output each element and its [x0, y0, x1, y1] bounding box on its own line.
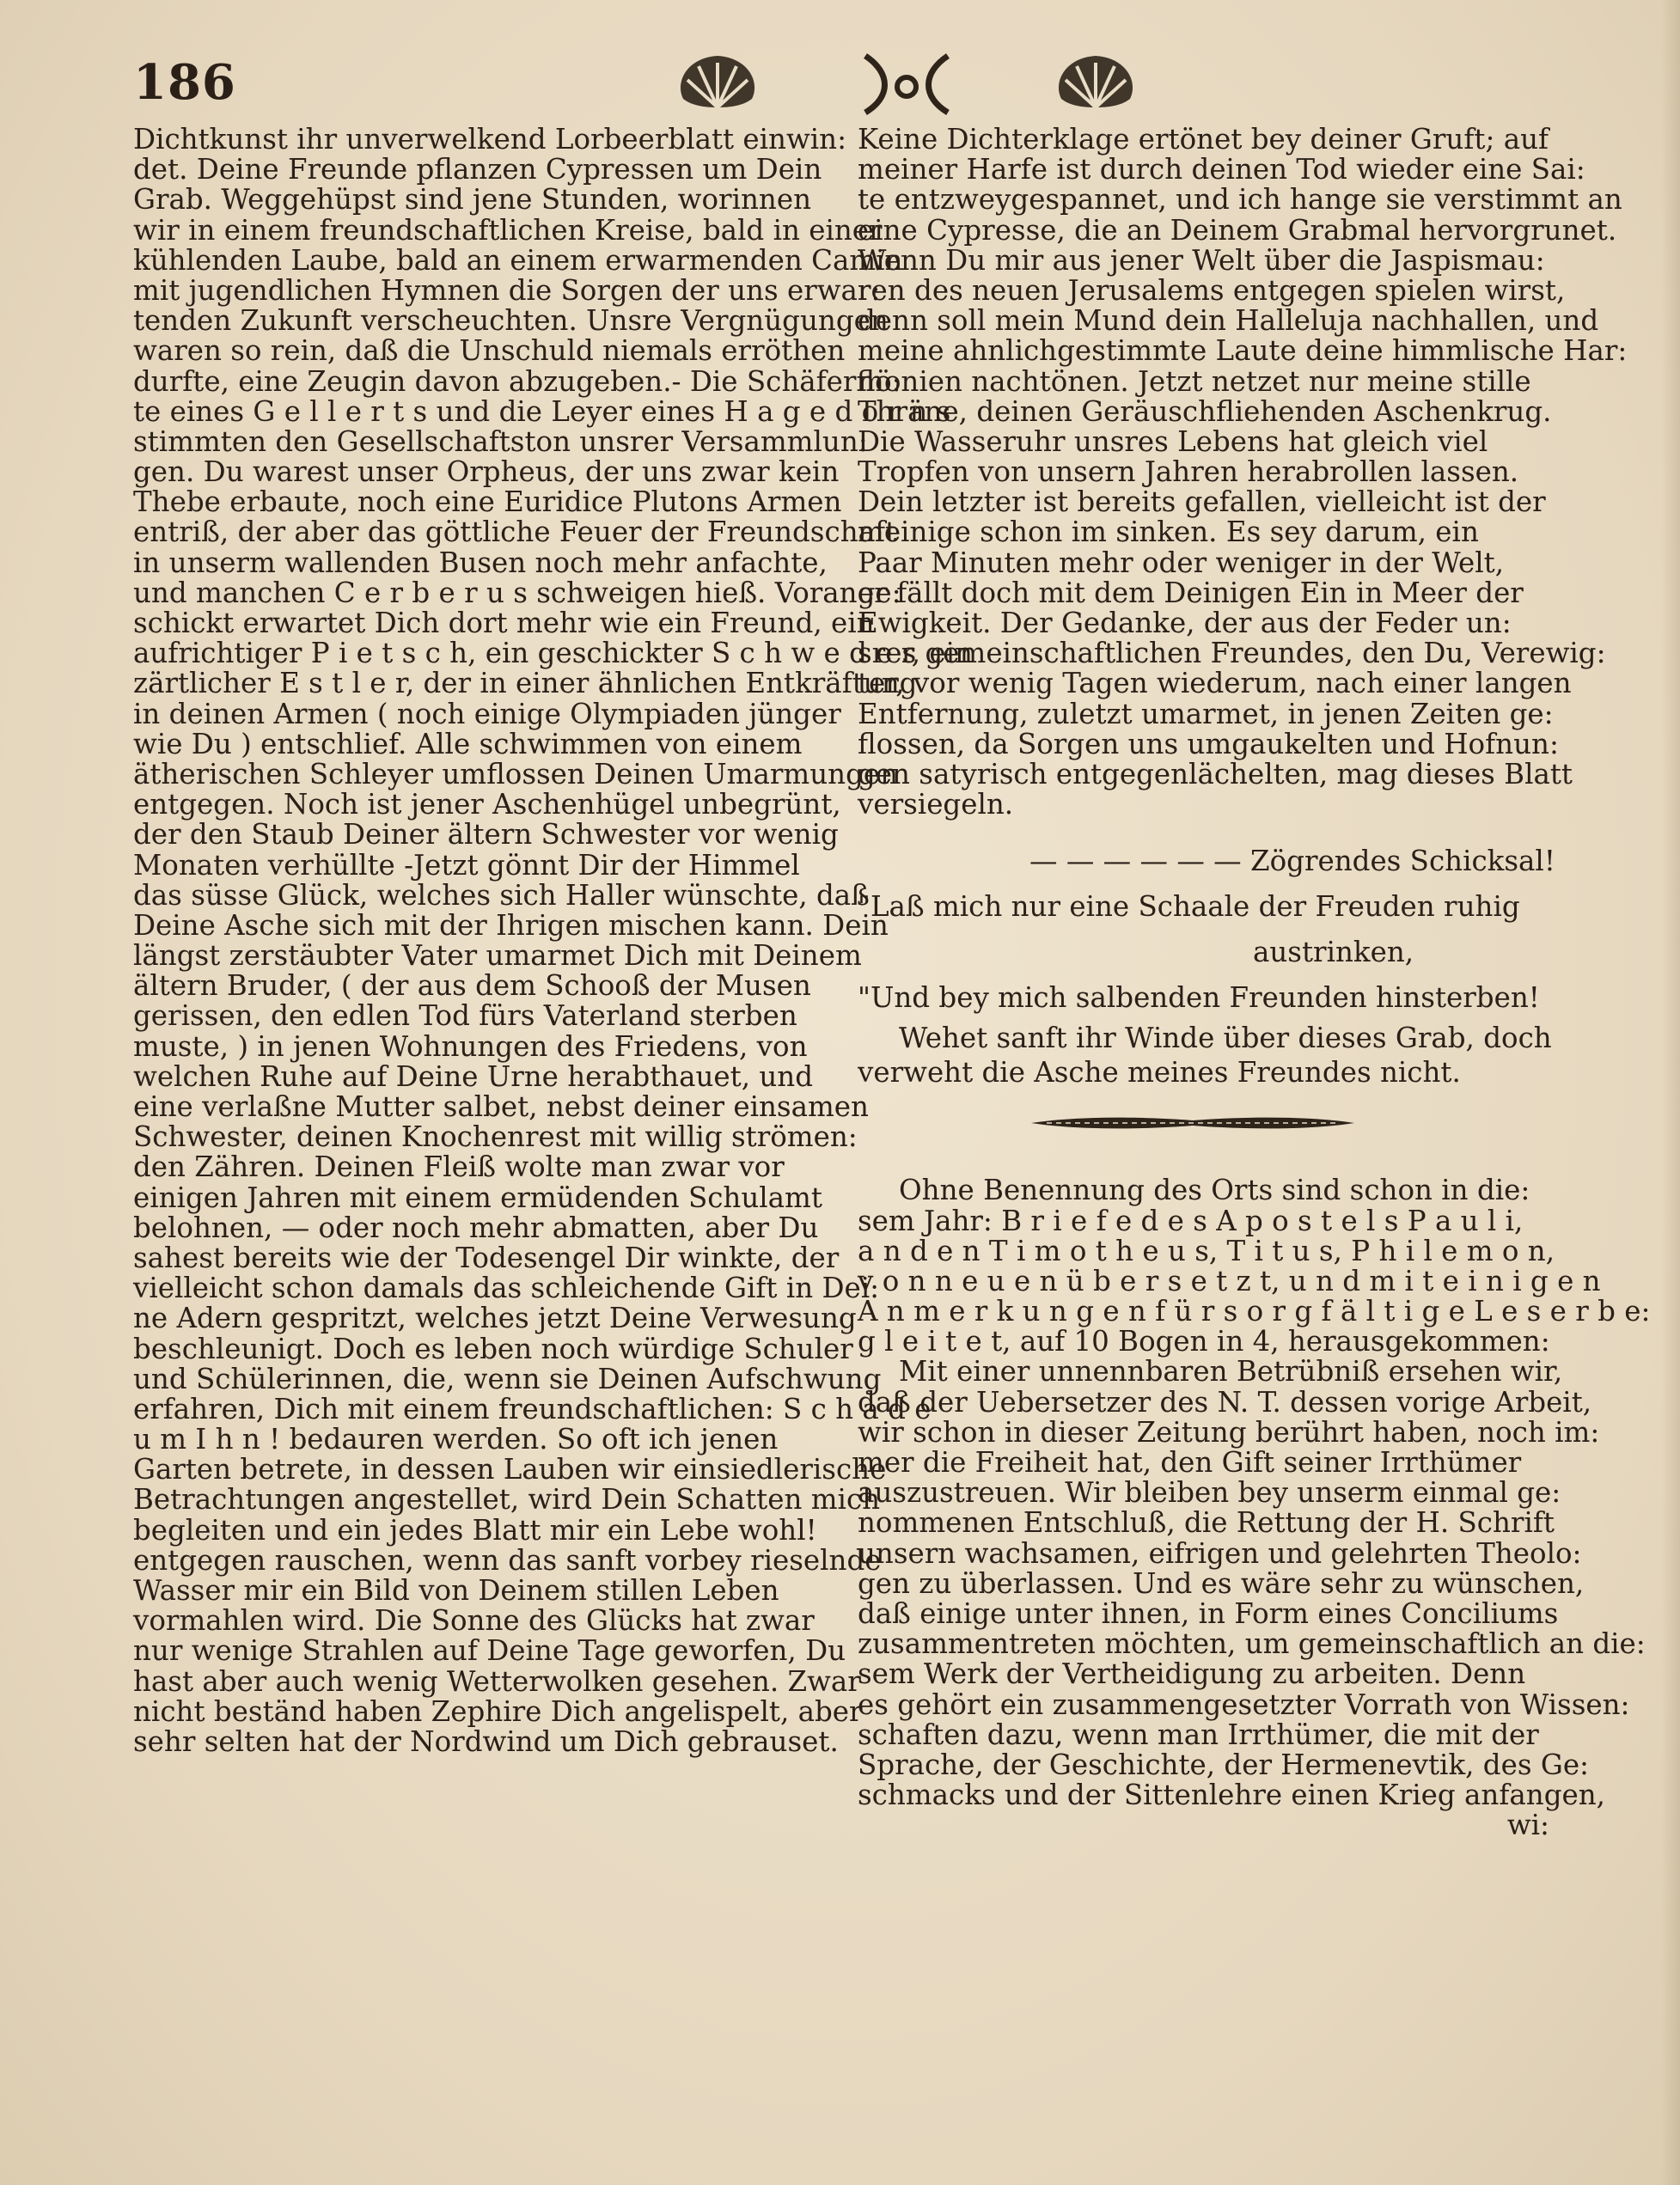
page-number: 186 [133, 54, 236, 111]
text-line: flossen, da Sorgen uns umgaukelten und Hofnun: [858, 727, 1559, 760]
text-line: Dein letzter ist bereits gefallen, vielleicht ist der [858, 485, 1546, 519]
page-header [133, 47, 1560, 116]
text-line: schickt erwartet Dich dort mehr wie ein Freund, ein [133, 607, 875, 639]
text-line: mer die Freiheit hat, den Gift seiner Irrthümer [858, 1446, 1522, 1479]
text-line: unsern wachsamen, eifrigen und gelehrten Theolo: [858, 1536, 1582, 1570]
text-line: Tropfen von unsern Jahren herabrollen lassen. [858, 455, 1519, 489]
text-line: monien nachtönen. Jetzt netzet nur meine stille [858, 364, 1531, 398]
text-line: nommenen Entschluß, die Rettung der H. Schrift [858, 1506, 1555, 1540]
text-line: u m I h n ! bedauren werden. So oft ich jenen [133, 1423, 779, 1456]
page-edge-shadow [1661, 0, 1680, 2185]
text-line: Grab. Weggehüpst sind jene Stunden, worinnen [133, 183, 812, 217]
text-line: sem Werk der Vertheidigung zu arbeiten. Denn [858, 1657, 1526, 1691]
verse-line: Wehet sanft ihr Winde über dieses Grab, doch [899, 1022, 1552, 1055]
text-line: Thräne, deinen Geräuschfliehenden Aschenkrug. [858, 394, 1552, 428]
text-line: längst zerstäubter Vater umarmet Dich mit Deinem [133, 939, 862, 973]
text-line: kühlenden Laube, bald an einem erwarmenden Camin [133, 243, 903, 277]
verse-line: "Und bey mich salbenden Freunden hinsterben! [858, 981, 1540, 1015]
text-line: gen satyrisch entgegenlächelten, mag dieses Blatt [858, 757, 1573, 790]
text-line: Ewigkeit. Der Gedanke, der aus der Feder un: [858, 607, 1512, 639]
text-line: das süsse Glück, welches sich Haller wünschte, daß [133, 878, 870, 912]
text-line: eine verlaßne Mutter salbet, nebst deiner einsamen [133, 1090, 869, 1123]
decorative-rule-icon [1029, 1114, 1356, 1132]
text-line: vormahlen wird. Die Sonne des Glücks hat zwar [133, 1604, 815, 1638]
text-line: Mit einer unnennbaren Betrübniß ersehen wir, [899, 1355, 1563, 1389]
text-line: mit jugendlichen Hymnen die Sorgen der uns erwar: [133, 273, 881, 307]
text-line: meinige schon im sinken. Es sey darum, ein [858, 516, 1479, 549]
text-line: nicht beständ haben Zephire Dich angelispelt, aber [133, 1694, 863, 1728]
text-line: ältern Bruder, ( der aus dem Schooß der Musen [133, 969, 811, 1003]
text-line: det. Deine Freunde pflanzen Cypressen um Dein [133, 153, 822, 186]
text-line: zärtlicher E s t l e r, der in einer ähnlichen Entkräftung [133, 667, 918, 700]
text-line: einigen Jahren mit einem ermüdenden Schulamt [133, 1181, 822, 1214]
text-line: g l e i t e t, auf 10 Bogen in 4, herausgekommen: [858, 1325, 1550, 1358]
text-line: Sprache, der Geschichte, der Hermenevtik, des Ge: [858, 1748, 1589, 1781]
text-line: Wenn Du mir aus jener Welt über die Jaspismau: [858, 243, 1545, 277]
text-line: und Schülerinnen, die, wenn sie Deinen Aufschwung [133, 1362, 882, 1395]
text-line: durfte, eine Zeugin davon abzugeben.- Die Schäferflö: [133, 364, 901, 398]
text-line: auszustreuen. Wir bleiben bey unserm einmal ge: [858, 1476, 1561, 1510]
text-line: sehr selten hat der Nordwind um Dich gebrauset. [133, 1724, 839, 1758]
text-line: er fällt doch mit dem Deinigen Ein in Meer der [858, 576, 1524, 609]
text-line: Garten betrete, in dessen Lauben wir einsiedlerische [133, 1453, 887, 1486]
catchword: wi: [1506, 1809, 1549, 1842]
text-line: Dichtkunst ihr unverwelkend Lorbeerblatt einwin: [133, 123, 847, 156]
text-line: te entzweygespannet, und ich hange sie verstimmt an [858, 183, 1622, 217]
text-line: Schwester, deinen Knochenrest mit willig strömen: [133, 1120, 858, 1154]
text-line: waren so rein, daß die Unschuld niemals erröthen [133, 334, 846, 368]
text-line: A n m e r k u n g e n f ü r s o r g f ä l t i g e L e s e r b e: [858, 1295, 1651, 1328]
text-line: meine ahnlichgestimmte Laute deine himmlische Har: [858, 334, 1628, 368]
text-line: v o n n e u e n ü b e r s e t z t, u n d m i t e i n i g e n [858, 1264, 1601, 1297]
text-line: Deine Asche sich mit der Ihrigen mischen kann. Dein [133, 908, 889, 942]
verse-line: — — — — — — Zögrendes Schicksal! [1029, 845, 1555, 878]
text-line: wir in einem freundschaftlichen Kreise, bald in einer [133, 213, 883, 247]
shell-scroll-ornament-icon [666, 47, 1147, 116]
text-line: hast aber auch wenig Wetterwolken gesehen. Zwar [133, 1664, 861, 1698]
text-line: es gehört ein zusammengesetzter Vorrath von Wissen: [858, 1688, 1630, 1721]
text-line: belohnen, — oder noch mehr abmatten, aber Du [133, 1211, 819, 1244]
text-line: Die Wasseruhr unsres Lebens hat gleich viel [858, 424, 1488, 458]
text-line: zusammentreten möchten, um gemeinschaftlich an die: [858, 1627, 1646, 1661]
text-line: stimmten den Gesellschaftston unsrer Versammlun: [133, 424, 868, 458]
text-line: muste, ) in jenen Wohnungen des Friedens, von [133, 1029, 808, 1063]
text-line: Ohne Benennung des Orts sind schon in die: [899, 1174, 1530, 1207]
text-line: Monaten verhüllte -Jetzt gönnt Dir der Himmel [133, 848, 800, 882]
text-line: a n d e n T i m o t h e u s, T i t u s, P h i l e m o n, [858, 1234, 1555, 1267]
verse-line: "Laß mich nur eine Schaale der Freuden ruhig [858, 890, 1520, 924]
text-line: gen. Du warest unser Orpheus, der uns zwar kein [133, 455, 840, 489]
text-line: Betrachtungen angestellet, wird Dein Schatten mich [133, 1483, 881, 1517]
text-line: sahest bereits wie der Todesengel Dir winkte, der [133, 1241, 840, 1274]
text-line: vielleicht schon damals das schleichende Gift in Dei: [133, 1272, 880, 1305]
text-line: Wasser mir ein Bild von Deinem stillen Leben [133, 1574, 779, 1607]
text-line: welchen Ruhe auf Deine Urne herabthauet, und [133, 1059, 814, 1093]
text-line: Entfernung, zuletzt umarmet, in jenen Zeiten ge: [858, 697, 1554, 730]
text-line: begleiten und ein jedes Blatt mir ein Lebe wohl! [133, 1513, 817, 1547]
text-line: schmacks und der Sittenlehre einen Krieg anfangen, [858, 1779, 1605, 1812]
verse-line: austrinken, [1253, 936, 1414, 969]
text-line: ter, vor wenig Tagen wiederum, nach einer langen [858, 667, 1572, 700]
text-line: in unserm wallenden Busen noch mehr anfachte, [133, 546, 828, 579]
text-line: nur wenige Strahlen auf Deine Tage geworfen, Du [133, 1634, 846, 1668]
text-line: entriß, der aber das göttliche Feuer der Freundschaft [133, 516, 897, 549]
text-line: erfahren, Dich mit einem freundschaftlichen: S c h a d e [133, 1392, 932, 1425]
text-line: wir schon in dieser Zeitung berührt haben, noch im: [858, 1415, 1600, 1449]
text-line: wie Du ) entschlief. Alle schwimmen von einem [133, 727, 803, 760]
text-line: gerissen, den edlen Tod fürs Vaterland sterben [133, 999, 797, 1033]
text-line: daß der Uebersetzer des N. T. dessen vorige Arbeit, [858, 1385, 1592, 1419]
text-line: der den Staub Deiner ältern Schwester vor wenig [133, 818, 839, 851]
section-divider [858, 1089, 1549, 1175]
text-line: ren des neuen Jerusalems entgegen spielen wirst, [858, 273, 1566, 307]
text-line: Paar Minuten mehr oder weniger in der Welt, [858, 546, 1505, 579]
text-line: Keine Dichterklage ertönet bey deiner Gruft; auf [858, 123, 1549, 156]
text-line: entgegen rauschen, wenn das sanft vorbey rieselnde [133, 1543, 882, 1577]
text-line: tenden Zukunft verscheuchten. Unsre Vergnügungen [133, 304, 889, 338]
text-line: daß einige unter ihnen, in Form eines Conciliums [858, 1596, 1559, 1630]
text-line: ne Adern gespritzt, welches jetzt Deine Verwesung [133, 1302, 857, 1335]
text-line: te eines G e l l e r t s und die Leyer eines H a g e d o r n s [133, 394, 951, 428]
text-line: schaften dazu, wenn man Irrthümer, die mit der [858, 1718, 1539, 1751]
text-line: versiegeln. [858, 788, 1014, 821]
text-line: sres gemeinschaftlichen Freundes, den Du, Verewig: [858, 637, 1606, 670]
text-line: eine Cypresse, die an Deinem Grabmal hervorgrunet. [858, 213, 1617, 247]
text-line: aufrichtiger P i e t s c h, ein geschickter S c h w e d e r, ein [133, 637, 973, 670]
text-line: denn soll mein Mund dein Halleluja nachhallen, und [858, 304, 1599, 338]
spacer [858, 820, 1549, 839]
text-line: entgegen. Noch ist jener Aschenhügel unbegrünt, [133, 788, 841, 821]
text-line: in deinen Armen ( noch einige Olympiaden jünger [133, 697, 841, 730]
text-line: beschleunigt. Doch es leben noch würdige Schuler [133, 1332, 853, 1365]
text-line: sem Jahr: B r i e f e d e s A p o s t e l s P a u l i, [858, 1204, 1524, 1237]
text-line: und manchen C e r b e r u s schweigen hieß. Vorange: [133, 576, 901, 609]
text-line: Thebe erbaute, noch eine Euridice Plutons Armen [133, 485, 842, 519]
text-line: gen zu überlassen. Und es wäre sehr zu wünschen, [858, 1566, 1585, 1600]
text-line: ätherischen Schleyer umflossen Deinen Umarmungen [133, 757, 899, 790]
verse-line: verweht die Asche meines Freundes nicht. [858, 1056, 1461, 1089]
right-column [858, 123, 1651, 1842]
text-line: meiner Harfe ist durch deinen Tod wieder eine Sai: [858, 153, 1585, 186]
text-line: den Zähren. Deinen Fleiß wolte man zwar vor [133, 1150, 785, 1184]
